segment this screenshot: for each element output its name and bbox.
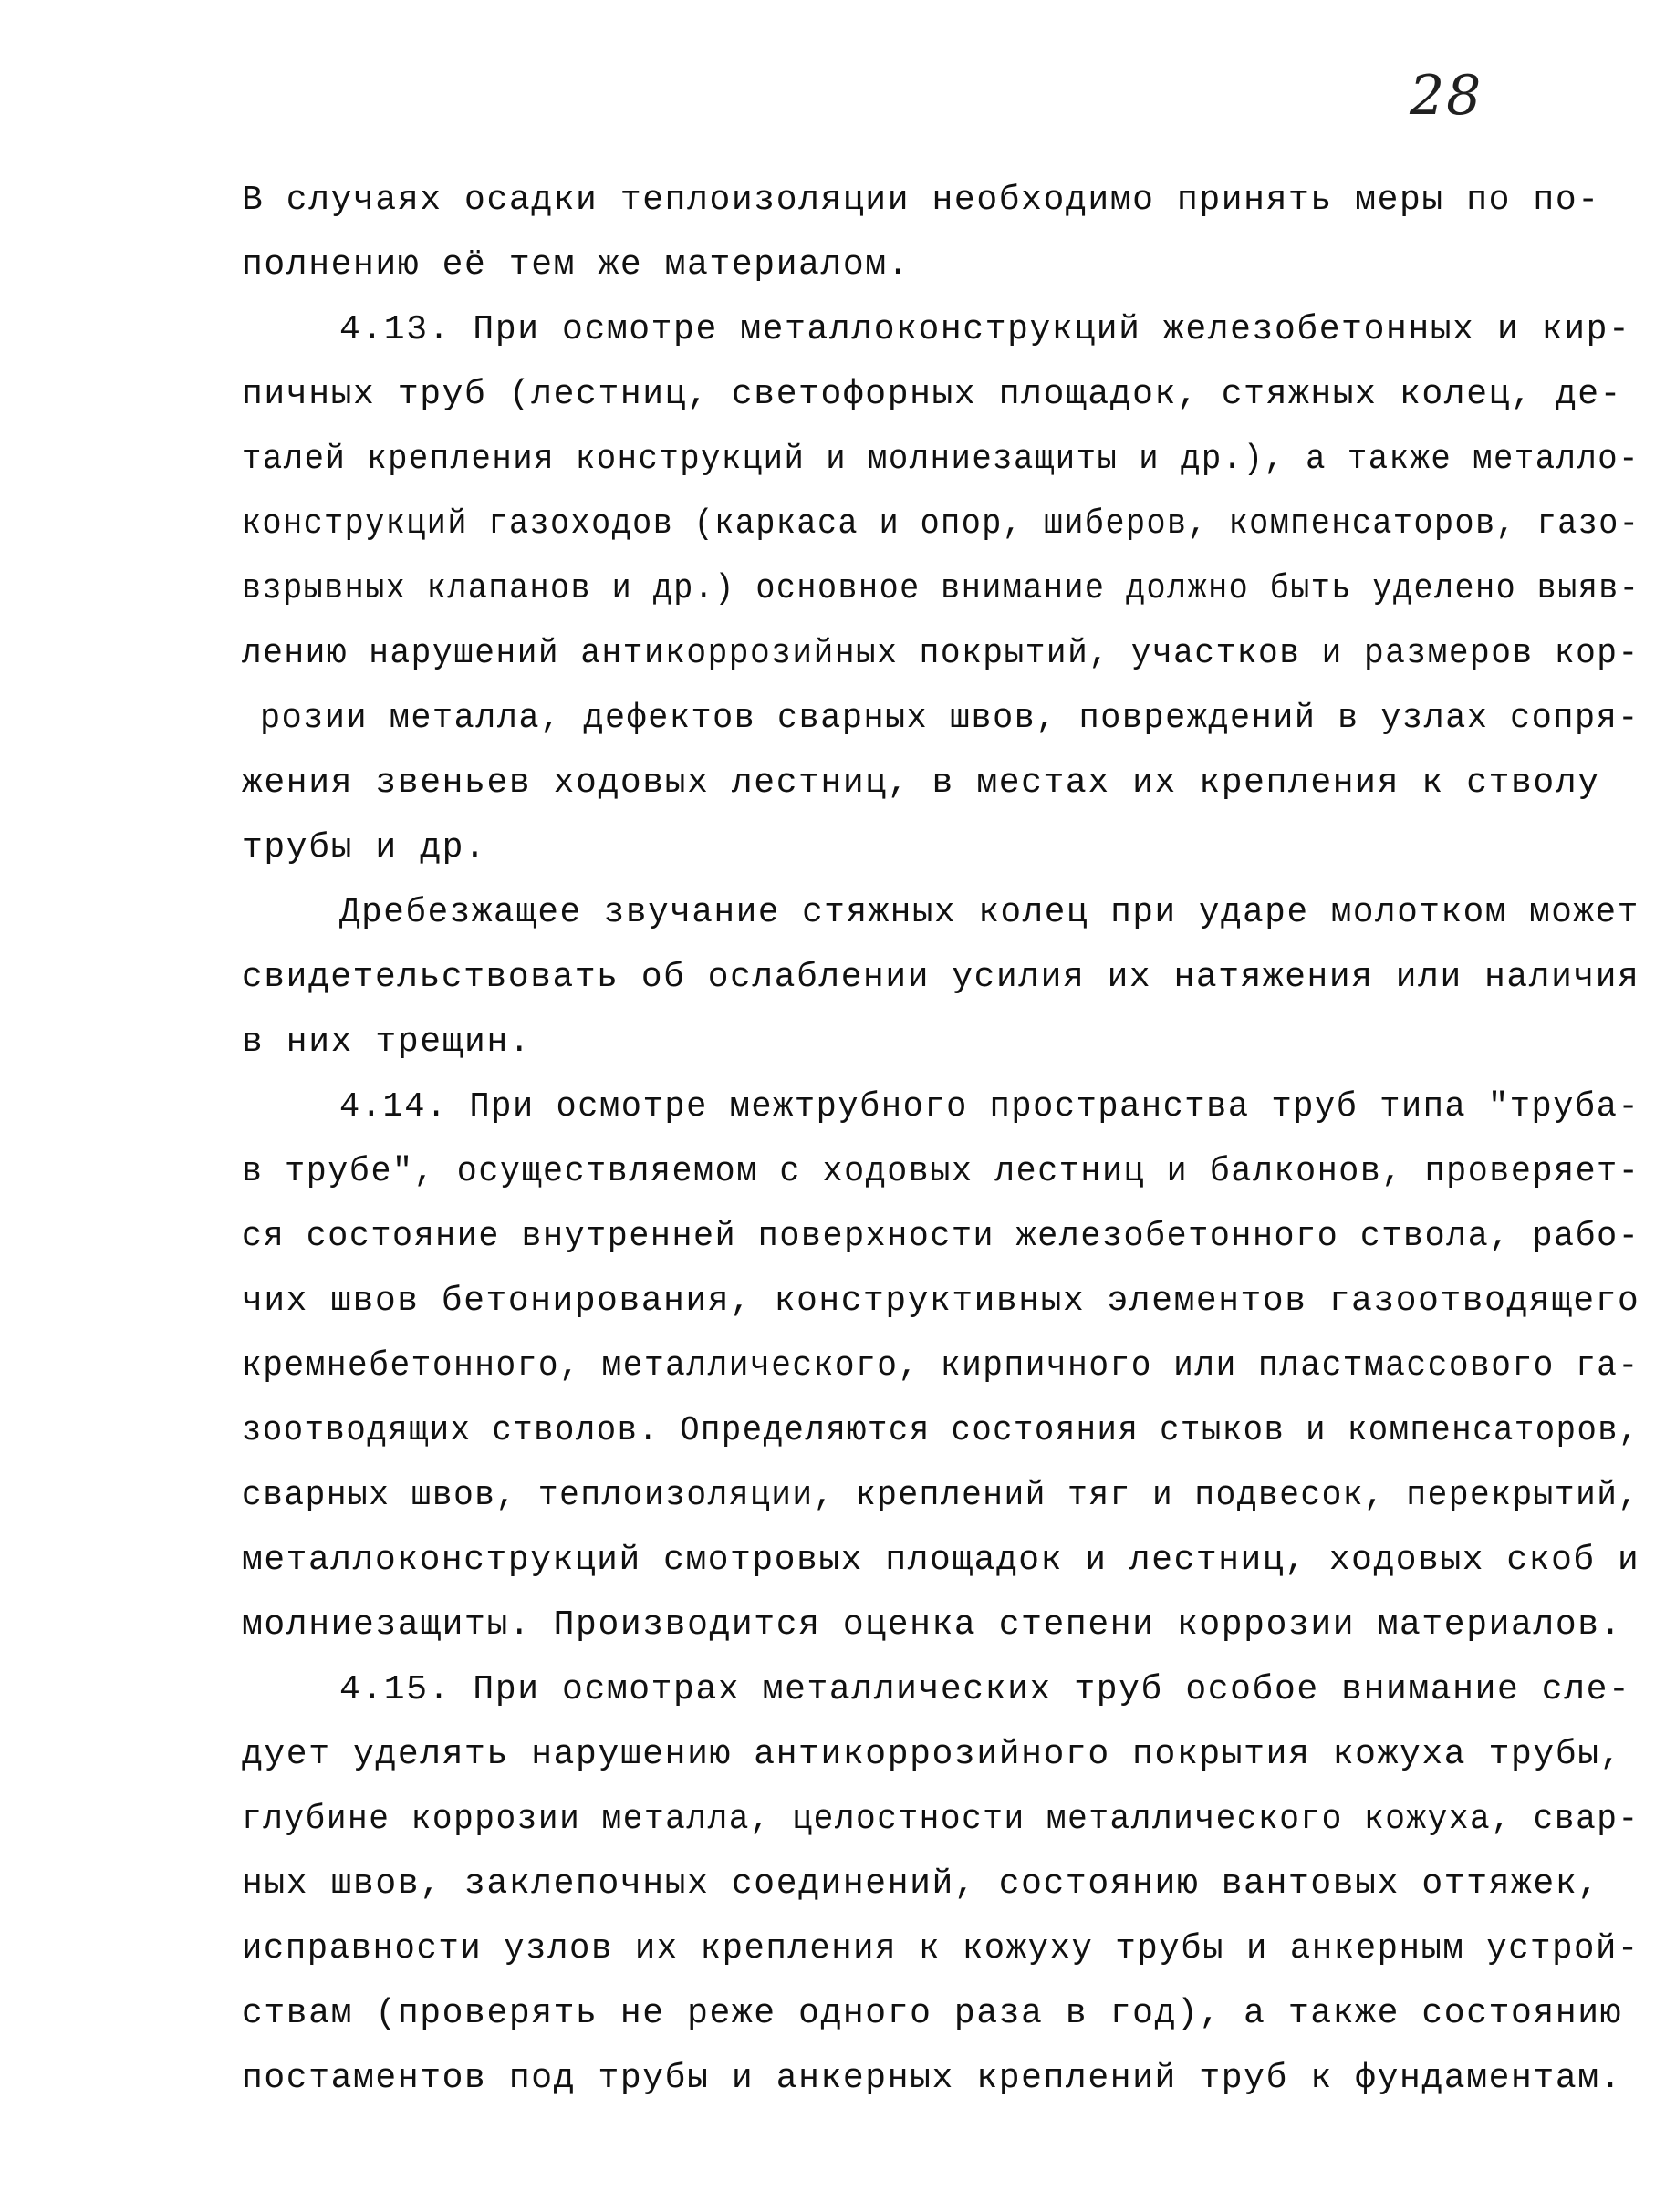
text-line: сварных швов, теплоизоляции, креплений тяг и подвесок, перекрытий, — [242, 1476, 1640, 1515]
text-line: зоотводящих стволов. Определяются состояния стыков и компенсаторов, — [242, 1411, 1640, 1450]
text-line: Дребезжащее звучание стяжных колец при ударе молотком может — [339, 893, 1640, 932]
text-line: талей крепления конструкций и молниезащиты и др.), а также металло- — [242, 440, 1640, 479]
text-line: 4.14. При осмотре межтрубного пространства труб типа "труба- — [339, 1087, 1640, 1127]
page-number: 28 — [1410, 64, 1483, 128]
text-line: пичных труб (лестниц, светофорных площадок, стяжных колец, де- — [242, 375, 1623, 414]
text-line: 4.13. При осмотре металлоконструкций железобетонных и кир- — [339, 310, 1631, 349]
text-line: 4.15. При осмотрах металлических труб особое внимание сле- — [339, 1670, 1631, 1709]
text-line: ся состояние внутренней поверхности железобетонного ствола, рабо- — [242, 1217, 1640, 1256]
text-line: трубы и др. — [242, 828, 487, 867]
text-line: молниезащиты. Производится оценка степени коррозии материалов. — [242, 1605, 1623, 1645]
text-line: дует уделять нарушению антикоррозийного покрытия кожуха трубы, — [242, 1735, 1623, 1774]
text-line: глубине коррозии металла, целостности металлического кожуха, свар- — [242, 1800, 1640, 1839]
text-line: взрывных клапанов и др.) основное внимание должно быть уделено выяв- — [242, 569, 1640, 608]
text-line: ных швов, заклепочных соединений, состоянию вантовых оттяжек, — [242, 1864, 1600, 1904]
text-line: в них трещин. — [242, 1023, 532, 1062]
text-line: чих швов бетонирования, конструктивных элементов газоотводящего — [242, 1282, 1640, 1321]
text-line: розии металла, дефектов сварных швов, повреждений в узлах сопря- — [260, 699, 1640, 738]
text-line: в трубе", осуществляемом с ходовых лестниц и балконов, проверяет- — [242, 1152, 1640, 1191]
text-line: ствам (проверять не реже одного раза в год), а также состоянию — [242, 1994, 1623, 2033]
text-line: конструкций газоходов (каркаса и опор, шиберов, компенсаторов, газо- — [242, 504, 1640, 544]
text-line: лению нарушений антикоррозийных покрытий, участков и размеров кор- — [242, 634, 1640, 673]
text-line: полнению её тем же материалом. — [242, 245, 911, 285]
text-line: жения звеньев ходовых лестниц, в местах их крепления к стволу — [242, 763, 1600, 803]
text-line: исправности узлов их крепления к кожуху трубы и анкерным устрой- — [242, 1929, 1640, 1968]
text-line: В случаях осадки теплоизоляции необходимо принять меры по по- — [242, 181, 1600, 220]
text-line: свидетельствовать об ослаблении усилия их натяжения или наличия — [242, 958, 1640, 997]
text-line: металлоконструкций смотровых площадок и лестниц, ходовых скоб и — [242, 1541, 1640, 1580]
text-line: постаментов под трубы и анкерных креплений труб к фундаментам. — [242, 2059, 1623, 2098]
text-line: кремнебетонного, металлического, кирпичного или пластмассового га- — [242, 1346, 1640, 1386]
